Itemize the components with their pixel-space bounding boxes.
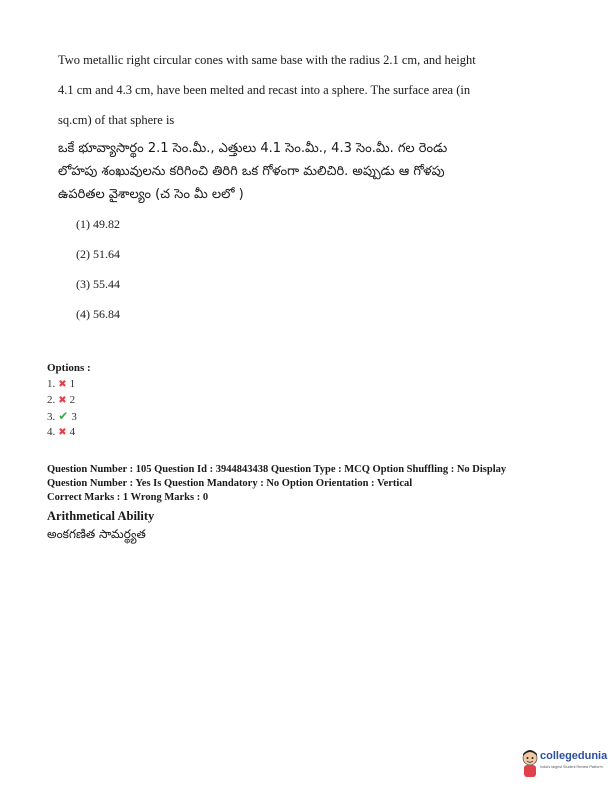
wrong-icon: ✖: [58, 395, 67, 406]
option-number: 2.: [47, 394, 56, 406]
question-line: 4.1 cm and 4.3 cm, have been melted and recast into a sphere. The surface area (in: [58, 83, 471, 97]
section-title: Arithmetical Ability: [47, 509, 155, 523]
option-item: [47, 377, 91, 393]
option-number: 3.: [47, 411, 56, 423]
choice-2: (2) 51.64: [76, 247, 120, 261]
question-line-telugu: ఒకే భూవ్యాసార్థం 2.1 సెం.మీ., ఎత్తులు 4.1 సెం.మీ., 4.3 సెం.మీ. గల రెండు: [58, 141, 448, 156]
wrong-icon: ✖: [58, 427, 67, 438]
option-label: 1: [69, 378, 76, 390]
mascot-icon: [520, 748, 540, 780]
logo-tagline: India's largest Student Review Platform: [540, 765, 603, 769]
options-heading: Options :: [47, 362, 91, 374]
question-line-telugu: లోహపు శంఖువులను కరిగించి తిరిగి ఒక గోళంగా మలిచిరి. అప్పుడు ఆ గోళపు: [58, 164, 445, 179]
question-telugu: [58, 139, 578, 208]
choice-3: (3) 55.44: [76, 277, 120, 291]
option-item: [47, 409, 91, 425]
wrong-icon: ✖: [58, 379, 67, 390]
meta-line: Correct Marks : 1 Wrong Marks : 0: [47, 492, 209, 503]
option-item: [47, 393, 91, 409]
options-list: [47, 362, 91, 441]
option-number: 4.: [47, 426, 56, 438]
option-label: 2: [69, 394, 76, 406]
option-label: 4: [69, 426, 76, 438]
section-title-telugu: అంకగణిత సామర్థ్యత: [47, 527, 146, 541]
question-line: Two metallic right circular cones with same base with the radius 2.1 cm, and height: [58, 53, 476, 67]
collegedunia-logo: [520, 748, 610, 784]
check-icon: ✔: [58, 409, 69, 423]
question-line: sq.cm) of that sphere is: [58, 113, 175, 127]
option-number: 1.: [47, 378, 56, 390]
choice-1: (1) 49.82: [76, 217, 120, 231]
meta-line: Question Number : 105 Question Id : 3944843438 Question Type : MCQ Option Shuffling : No Display: [47, 464, 507, 475]
option-item: [47, 425, 91, 441]
answer-choices: [76, 215, 120, 335]
choice-4: (4) 56.84: [76, 307, 120, 321]
meta-line: Question Number : Yes Is Question Mandatory : No Option Orientation : Vertical: [47, 478, 413, 489]
question-english: [58, 50, 558, 140]
question-line-telugu: ఉపరితల వైశాల్యం (చ సెం మీ లలో ): [58, 187, 244, 202]
option-label: 3: [71, 411, 77, 423]
logo-text: collegedunia: [540, 750, 608, 762]
question-metadata: [47, 463, 506, 505]
